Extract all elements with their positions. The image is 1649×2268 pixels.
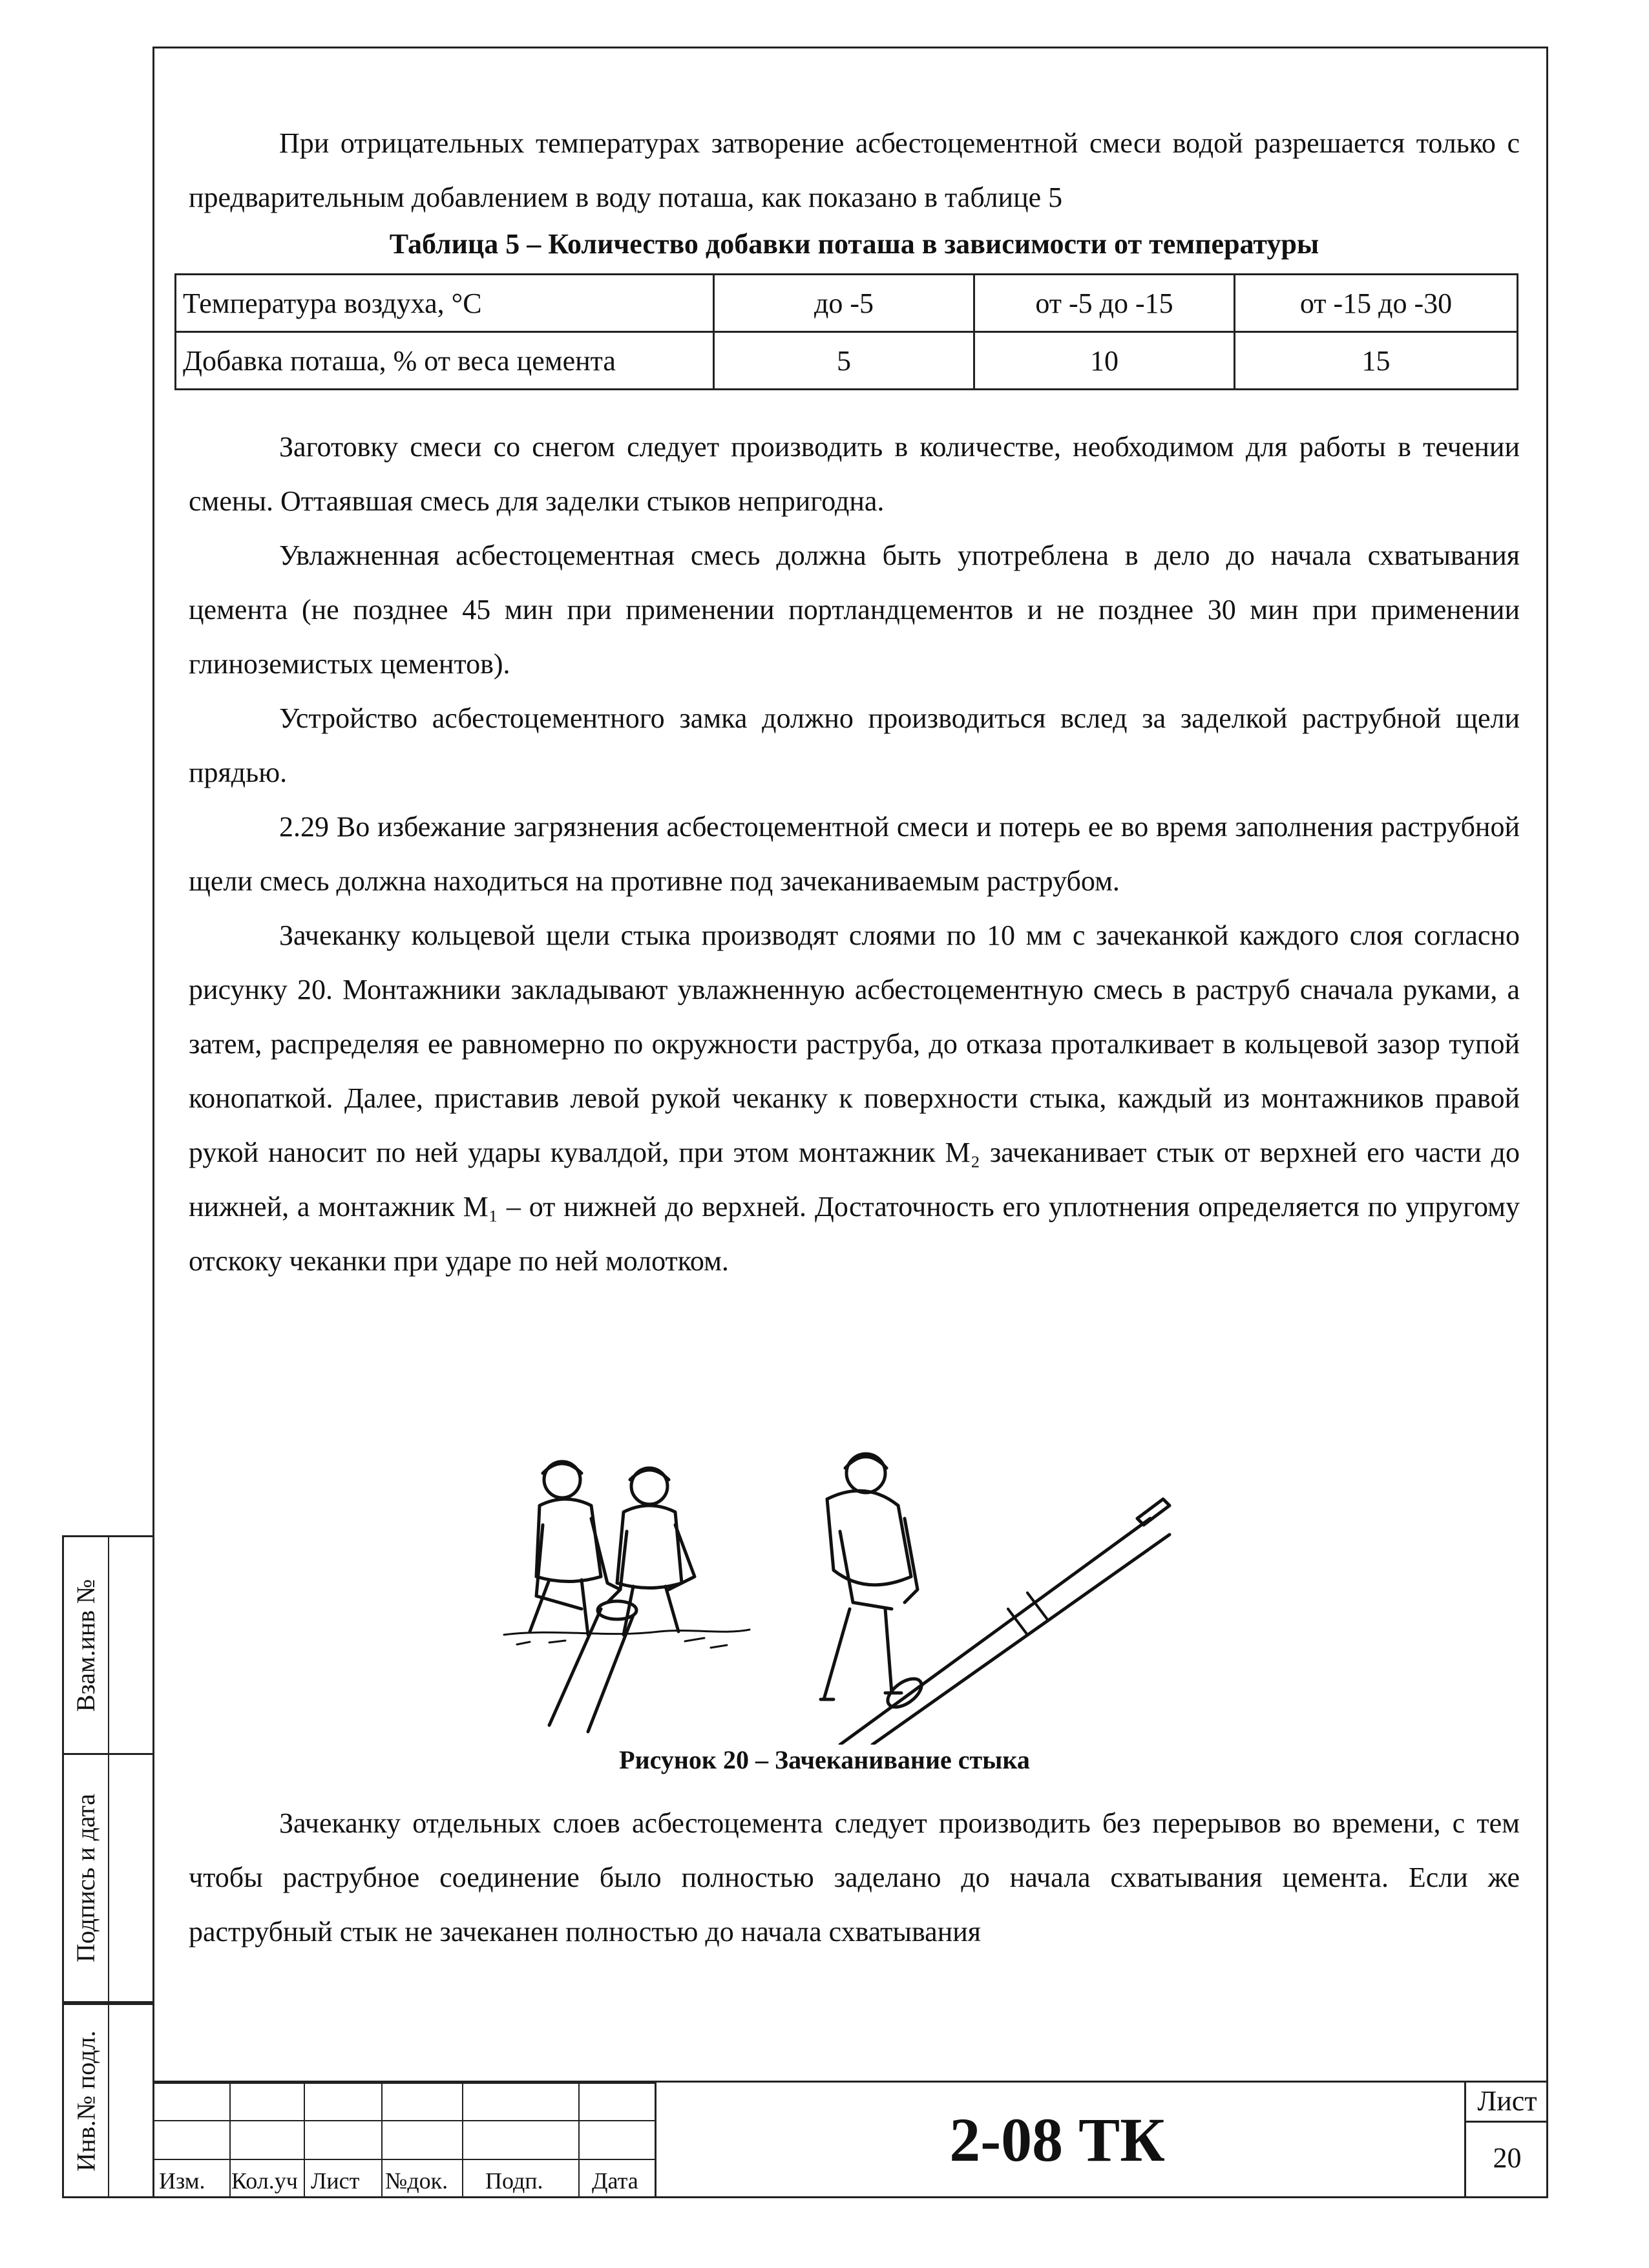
stamp-col-ndok: №док. bbox=[385, 2168, 448, 2194]
page-body-bottom bbox=[189, 1796, 1520, 1959]
table-cell: Температура воздуха, °С bbox=[176, 275, 714, 332]
table-5 bbox=[174, 273, 1518, 390]
stamp-col-izm: Изм. bbox=[159, 2168, 205, 2194]
table-cell: 15 bbox=[1235, 332, 1518, 390]
paragraph: Устройство асбестоцементного замка должно производиться вслед за заделкой раструбной щели прядью. bbox=[189, 702, 1520, 788]
table-cell: 5 bbox=[714, 332, 974, 390]
table-row bbox=[176, 332, 1518, 390]
table-cell: до -5 bbox=[714, 275, 974, 332]
paragraph: Зачеканку отдельных слоев асбестоцемента следует производить без перерывов во времени, с тем чтобы раструбное соединение было полностью заделано до начала схватывания цемента. Если же раструбный стык не зачеканен полностью до начала схватывания bbox=[189, 1807, 1520, 1948]
table-cell: от -15 до -30 bbox=[1235, 275, 1518, 332]
page-body bbox=[183, 116, 1520, 1288]
table-caption: Таблица 5 – Количество добавки поташа в зависимости от температуры bbox=[389, 228, 1319, 260]
paragraph: Заготовку смеси со снегом следует производить в количестве, необходимом для работы в течении смены. Оттаявшая смесь для заделки стыков непригодна. bbox=[189, 431, 1520, 517]
paragraph: Увлажненная асбестоцементная смесь должна быть употреблена в дело до начала схватывания цемента (не позднее 45 мин при применении портландцементов и не позднее 30 мин при применении глиноземистых цементов). bbox=[189, 540, 1520, 680]
paragraph: При отрицательных температурах затворение асбестоцементной смеси водой разрешается только с предварительным добавлением в воду поташа, как показано в таблице 5 bbox=[189, 127, 1520, 213]
stamp-col-data: Дата bbox=[592, 2168, 638, 2194]
side-stamp-inv bbox=[62, 2003, 152, 2198]
paragraph: 2.29 Во избежание загрязнения асбестоцементной смеси и потерь ее во время заполнения раструбной щели смесь должна находиться на противне под зачеканиваемым раструбом. bbox=[189, 811, 1520, 897]
side-stamp-podpis bbox=[62, 1755, 152, 2003]
sheet-box bbox=[1464, 2082, 1548, 2198]
caulking-illustration bbox=[478, 1422, 1202, 1745]
stamp-col-list: Лист bbox=[311, 2168, 360, 2194]
sheet-number: 20 bbox=[1493, 2142, 1522, 2174]
side-label-inv: Инв.№ подл. bbox=[71, 2030, 101, 2171]
side-stamp-vzam bbox=[62, 1535, 152, 1755]
title-block bbox=[152, 2082, 1548, 2198]
table-cell: 10 bbox=[974, 332, 1235, 390]
table-row bbox=[176, 275, 1518, 332]
sheet-label: Лист bbox=[1466, 2082, 1548, 2123]
document-code: 2-08 ТК bbox=[949, 2105, 1165, 2174]
figure-caption: Рисунок 20 – Зачеканивание стыка bbox=[619, 1745, 1030, 1774]
stamp-col-podp: Подп. bbox=[485, 2168, 543, 2194]
table-cell: Добавка поташа, % от веса цемента bbox=[176, 332, 714, 390]
side-label-vzam: Взам.инв № bbox=[71, 1579, 101, 1712]
paragraph: Зачеканку кольцевой щели стыка производят слоями по 10 мм с зачеканкой каждого слоя согласно рисунку 20. Монтажники закладывают увлажненную асбестоцементную смесь в раструб сначала руками, а затем, распределяя ее равномерно по окружности раструба, до отказа проталкивает в кольцевой зазор тупой конопаткой. Далее, приставив левой рукой чеканку к поверхности стыка, каждый из монтажников правой рукой наносит по ней удары кувалдой, при этом монтажник М₂ зачеканивает стык от верхней его части до нижней, а монтажник М₁ – от нижней до верхней. Достаточность его уплотнения определяется по упругому отскоку чеканки при ударе по ней молотком. bbox=[189, 919, 1520, 1277]
table-cell: от -5 до -15 bbox=[974, 275, 1235, 332]
side-label-podpis: Подпись и дата bbox=[71, 1793, 101, 1963]
stamp-col-kolich: Кол.уч bbox=[231, 2168, 298, 2194]
